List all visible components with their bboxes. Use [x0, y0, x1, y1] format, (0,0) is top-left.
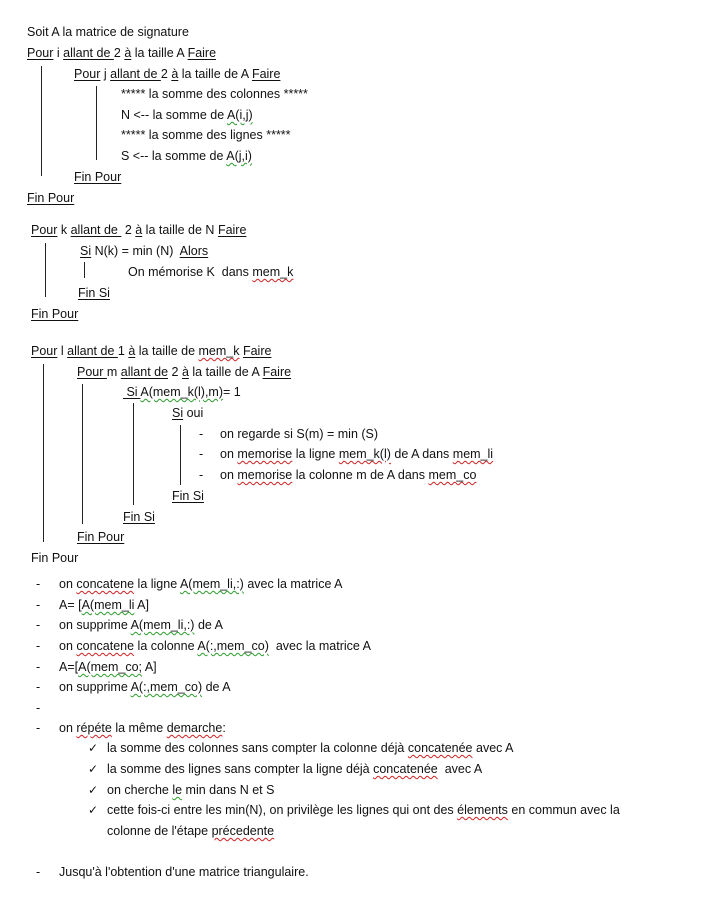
item-regarde: on regarde si S(m) = min (S)	[220, 427, 379, 441]
loop-l-bar	[43, 364, 44, 542]
text: la taille de	[135, 344, 199, 358]
word: élements	[457, 803, 508, 817]
text: A]	[134, 598, 149, 612]
check-lignes	[107, 761, 482, 777]
text: :	[222, 721, 226, 735]
text: la taille A	[131, 46, 188, 60]
text: avec A	[437, 762, 483, 776]
kw-allant: allant de	[67, 344, 118, 358]
item-memorise-colonne	[220, 467, 476, 483]
text: de A dans	[390, 447, 453, 461]
text: la taille de A	[188, 365, 263, 379]
dash: -	[36, 865, 41, 879]
loop-j-bar	[96, 86, 97, 160]
final-line: Jusqu'à l'obtention d'une matrice triangulaire.	[59, 865, 309, 879]
check-fois-ci-cont	[107, 823, 274, 839]
loop-m-bar	[82, 384, 83, 524]
dash: -	[36, 680, 41, 694]
check-colonnes	[107, 740, 514, 756]
memorise-k	[128, 264, 293, 280]
step-concat-ligne	[59, 576, 343, 592]
expr: A(mem_co;	[78, 660, 143, 674]
si-oui	[172, 405, 203, 421]
step-a-eq-co	[59, 659, 157, 675]
text: de A	[194, 618, 223, 632]
dash: -	[36, 598, 41, 612]
kw-pour: Pour	[77, 365, 107, 379]
fin-si-a: Fin Si	[123, 510, 155, 524]
loop-i-header	[27, 45, 216, 61]
loop-k-header	[31, 222, 246, 238]
text: 2	[121, 223, 136, 237]
text: on supprime	[59, 618, 131, 632]
text: j	[100, 67, 111, 81]
fin-pour-l: Fin Pour	[31, 551, 79, 565]
kw-pour: Pour	[74, 67, 101, 81]
fin-pour-m: Fin Pour	[77, 530, 125, 544]
assign-s	[121, 148, 252, 164]
step-repete	[59, 720, 226, 736]
text: A]	[142, 660, 157, 674]
kw-a: à	[171, 67, 179, 81]
text: la colonne m de A dans	[292, 468, 429, 482]
expr: A(:,mem_co)	[130, 680, 203, 694]
expr: A(mem_k(l),m)	[140, 385, 224, 399]
text: on	[220, 447, 238, 461]
text: 2	[168, 365, 182, 379]
kw-allant: allant de	[70, 223, 122, 237]
assign-n	[121, 107, 253, 123]
kw-si: Si	[80, 244, 92, 258]
kw-si: Si	[172, 406, 184, 420]
text: la somme des colonnes sans compter la colonne déjà	[107, 741, 408, 755]
loop-m-header	[77, 364, 291, 380]
step-supprime-co	[59, 679, 231, 695]
text: on	[59, 577, 77, 591]
text: on	[59, 721, 77, 735]
text: la colonne	[134, 639, 198, 653]
text: A=[	[59, 660, 79, 674]
text: oui	[183, 406, 204, 420]
text: colonne de l'étape	[107, 824, 212, 838]
word: memorise	[237, 447, 293, 461]
si-oui-bar	[180, 425, 181, 485]
comment-colonnes: ***** la somme des colonnes *****	[121, 87, 308, 101]
text: avec la matrice A	[243, 577, 343, 591]
text: de A	[202, 680, 231, 694]
dash: -	[199, 447, 204, 461]
check-min	[107, 782, 274, 798]
expr: A(:,mem_co)	[197, 639, 269, 653]
kw-allant: allant de	[63, 46, 114, 60]
dash: -	[36, 577, 41, 591]
text: on	[220, 468, 238, 482]
kw-pour: Pour	[27, 46, 54, 60]
dash: -	[36, 618, 41, 632]
loop-i-bar	[41, 66, 42, 176]
text: avec A	[472, 741, 514, 755]
kw-a: à	[124, 46, 132, 60]
text: S <-- la somme de	[121, 149, 227, 163]
text: la même	[111, 721, 167, 735]
expr: A(i,j)	[226, 108, 253, 122]
si-a-bar	[133, 403, 134, 505]
word: mem_co	[428, 468, 477, 482]
text: min dans N et S	[182, 783, 275, 797]
word: mem_k(l)	[338, 447, 391, 461]
kw-allant: allant de	[120, 365, 169, 379]
word: mem_li	[452, 447, 494, 461]
dash: -	[199, 468, 204, 482]
expr: A(mem_li,:)	[179, 577, 244, 591]
text: la taille de A	[178, 67, 252, 81]
text: N(k) = min (N)	[91, 244, 180, 258]
checkmark-icon: ✓	[88, 741, 99, 755]
checkmark-icon: ✓	[88, 762, 99, 776]
expr: A(mem_li	[81, 598, 135, 612]
kw-si: Si	[123, 385, 141, 399]
kw-a: à	[135, 223, 143, 237]
si-nk-bar	[84, 262, 85, 278]
text: on	[59, 639, 77, 653]
word: memorise	[237, 468, 293, 482]
si-nk	[80, 243, 208, 259]
text: = 1	[223, 385, 241, 399]
dash: -	[199, 427, 204, 441]
text: la somme des lignes sans compter la ligne déjà	[107, 762, 374, 776]
text: la ligne	[292, 447, 339, 461]
kw-allant: allant de	[110, 67, 161, 81]
dash: -	[36, 660, 41, 674]
text: la taille de N	[142, 223, 218, 237]
dash: -	[36, 639, 41, 653]
intro-line: Soit A la matrice de signature	[27, 25, 189, 39]
item-memorise-ligne	[220, 446, 493, 462]
fin-pour-k: Fin Pour	[31, 307, 79, 321]
expr: A(mem_li,:)	[130, 618, 195, 632]
kw-faire: Faire	[217, 223, 247, 237]
loop-k-bar	[45, 243, 46, 297]
si-a-mem-k	[123, 384, 241, 400]
word: concatene	[76, 577, 135, 591]
word: concatenée	[373, 762, 438, 776]
loop-j-header	[74, 66, 280, 82]
check-fois-ci	[107, 802, 620, 818]
kw-pour: Pour	[31, 223, 58, 237]
text: la ligne	[134, 577, 180, 591]
dash: -	[36, 721, 41, 735]
text: on supprime	[59, 680, 131, 694]
word: répéte	[76, 721, 112, 735]
kw-a: à	[128, 344, 136, 358]
text: 2	[160, 67, 172, 81]
dash: -	[36, 701, 41, 715]
loop-l-header	[31, 343, 271, 359]
text: i	[53, 46, 64, 60]
comment-lignes: ***** la somme des lignes *****	[121, 128, 291, 142]
text: k	[57, 223, 71, 237]
checkmark-icon: ✓	[88, 803, 99, 817]
checkmark-icon: ✓	[88, 783, 99, 797]
kw-faire: Faire	[242, 344, 272, 358]
kw-alors: Alors	[179, 244, 209, 258]
step-concat-colonne	[59, 638, 371, 654]
text: 1	[117, 344, 129, 358]
word: demarche	[166, 721, 223, 735]
kw-a: à	[181, 365, 189, 379]
text: 2	[113, 46, 125, 60]
text: N <-- la somme de	[121, 108, 227, 122]
var-mem-k: mem_k	[252, 265, 294, 279]
fin-pour-i: Fin Pour	[27, 191, 75, 205]
step-a-eq-li	[59, 597, 149, 613]
text: avec la matrice A	[268, 639, 371, 653]
text: cette fois-ci entre les min(N), on privilège les lignes qui ont des	[107, 803, 458, 817]
step-supprime-li	[59, 617, 223, 633]
word: précedente	[211, 824, 275, 838]
text: on cherche	[107, 783, 173, 797]
text: m	[106, 365, 121, 379]
text: On mémorise K dans	[128, 265, 253, 279]
var-mem-k: mem_k	[198, 344, 240, 358]
text: en commun avec la	[507, 803, 620, 817]
kw-faire: Faire	[251, 67, 281, 81]
kw-faire: Faire	[262, 365, 292, 379]
kw-pour: Pour	[31, 344, 58, 358]
text: A= [	[59, 598, 82, 612]
fin-pour-j: Fin Pour	[74, 170, 122, 184]
word: concatene	[76, 639, 135, 653]
word: le	[172, 783, 183, 797]
expr: A(j,i)	[226, 149, 252, 163]
fin-si-oui: Fin Si	[172, 489, 204, 503]
text: l	[57, 344, 68, 358]
kw-faire: Faire	[187, 46, 217, 60]
word: concatenée	[407, 741, 473, 755]
fin-si-k: Fin Si	[78, 286, 110, 300]
